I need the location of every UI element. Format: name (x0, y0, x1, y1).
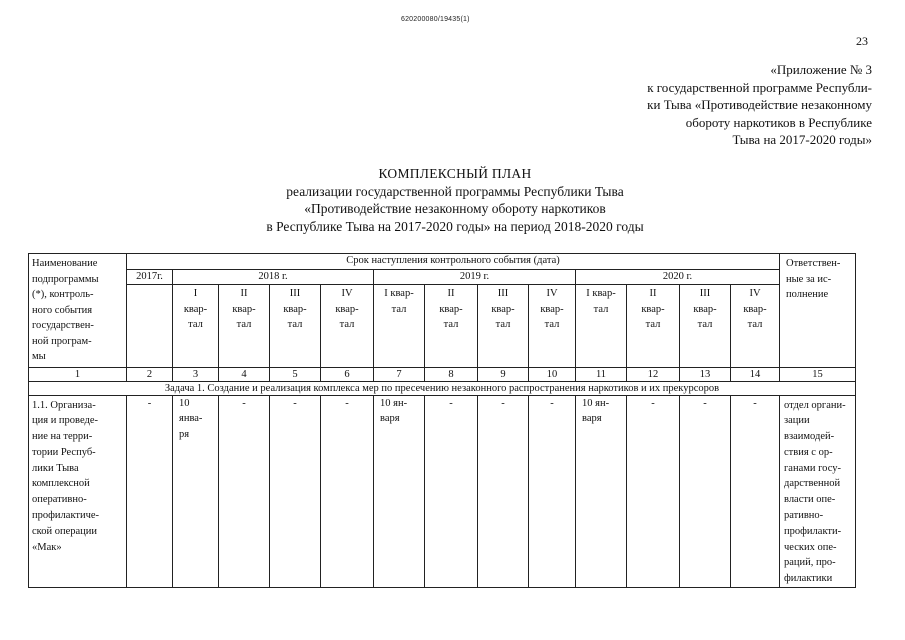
title-line: реализации государственной программы Республики Тыва (286, 183, 624, 199)
quarter-2018-2: II квар- тал (219, 285, 270, 367)
column-number: 7 (374, 367, 425, 381)
year-2018: 2018 г. (173, 269, 374, 285)
title-line: «Противодействие незаконному обороту наркотиков (304, 201, 606, 216)
appendix-note (592, 61, 872, 149)
column-number: 9 (478, 367, 529, 381)
header-name-line: (*), контроль- (32, 289, 94, 300)
cell-2018-q1: 10 янва- ря (173, 395, 219, 588)
year-2019: 2019 г. (374, 269, 576, 285)
header-responsible-cell (780, 254, 856, 368)
empty-2017-quarter (127, 285, 173, 367)
quarter-2019-2: II квар- тал (425, 285, 478, 367)
quarter-2019-1: I квар- тал (374, 285, 425, 367)
header-name-line: Наименование (32, 258, 98, 269)
column-number: 6 (321, 367, 374, 381)
column-number: 11 (576, 367, 627, 381)
quarter-2020-4: IV квар- тал (731, 285, 780, 367)
header-name-line: ной програм- (32, 335, 92, 347)
cell-2020-q1: 10 ян- варя (576, 395, 627, 588)
column-number: 12 (627, 367, 680, 381)
quarter-2018-1: I квар- тал (173, 285, 219, 367)
quarter-2019-4: IV квар- тал (529, 285, 576, 367)
appendix-line: обороту наркотиков в Республике (685, 114, 872, 130)
column-number: 3 (173, 367, 219, 381)
title-line: в Республике Тыва на 2017-2020 годы» на период 2018-2020 годы (266, 218, 644, 234)
header-name-cell (29, 254, 127, 368)
header-resp-line: Ответствен- (786, 258, 841, 269)
cell-2019-q2: - (425, 395, 478, 588)
cell-2019-q4: - (529, 395, 576, 588)
column-number: 14 (731, 367, 780, 381)
document-title (200, 165, 710, 235)
column-number: 2 (127, 367, 173, 381)
column-number: 1 (29, 367, 127, 381)
cell-2018-q2: - (219, 395, 270, 588)
column-number-row (29, 367, 856, 381)
cell-2018-q3: - (270, 395, 321, 588)
row-name-cell: 1.1. Организа- ция и проведе- ние на терри- тории Респуб- лики Тыва комплексной оперативно- профилактиче- ской операции «Мак» (29, 395, 127, 588)
column-number: 4 (219, 367, 270, 381)
cell-2020-q3: - (680, 395, 731, 588)
column-number: 13 (680, 367, 731, 381)
column-number: 10 (529, 367, 576, 381)
appendix-line: к государственной программе Республи- (647, 79, 872, 95)
header-name-line: ного события (32, 304, 93, 316)
title-line: КОМПЛЕКСНЫЙ ПЛАН (378, 166, 532, 181)
quarter-2020-1: I квар- тал (576, 285, 627, 367)
quarter-2020-2: II квар- тал (627, 285, 680, 367)
cell-2019-q1: 10 ян- варя (374, 395, 425, 588)
cell-responsible: отдел органи- зации взаимодей- ствия с ор- ганами госу- дарственной власти опе- ративно- профилакти- ческих опе- раций, про- филактики (780, 395, 856, 588)
cell-2019-q3: - (478, 395, 529, 588)
quarter-2018-4: IV квар- тал (321, 285, 374, 367)
column-number: 15 (780, 367, 856, 381)
cell-2020-q2: - (627, 395, 680, 588)
plan-table (28, 253, 856, 588)
year-2020: 2020 г. (576, 269, 780, 285)
header-name-line: подпрограммы (32, 273, 99, 285)
appendix-line: «Приложение № 3 (770, 62, 872, 77)
document-code: 620200080/19435(1) (401, 16, 470, 23)
cell-2020-q4: - (731, 395, 780, 588)
header-resp-line: полнение (786, 289, 829, 300)
cell-2018-q4: - (321, 395, 374, 588)
page-number: 23 (856, 34, 868, 48)
header-name-line: мы (32, 351, 46, 362)
table-row (29, 395, 856, 588)
header-deadline: Срок наступления контрольного события (дата) (127, 254, 780, 270)
appendix-line: ки Тыва «Противодействие незаконному (647, 97, 872, 112)
header-name-line: государствен- (32, 320, 94, 331)
column-number: 5 (270, 367, 321, 381)
task-row: Задача 1. Создание и реализация комплекса мер по пресечению незаконного распространения наркотиков и их прекурсоров (29, 381, 856, 395)
appendix-line: Тыва на 2017-2020 годы» (732, 132, 872, 147)
quarter-2018-3: III квар- тал (270, 285, 321, 367)
quarter-2020-3: III квар- тал (680, 285, 731, 367)
header-resp-line: ные за ис- (786, 273, 832, 285)
quarter-2019-3: III квар- тал (478, 285, 529, 367)
cell-2017: - (127, 395, 173, 588)
year-2017: 2017г. (127, 269, 173, 285)
column-number: 8 (425, 367, 478, 381)
